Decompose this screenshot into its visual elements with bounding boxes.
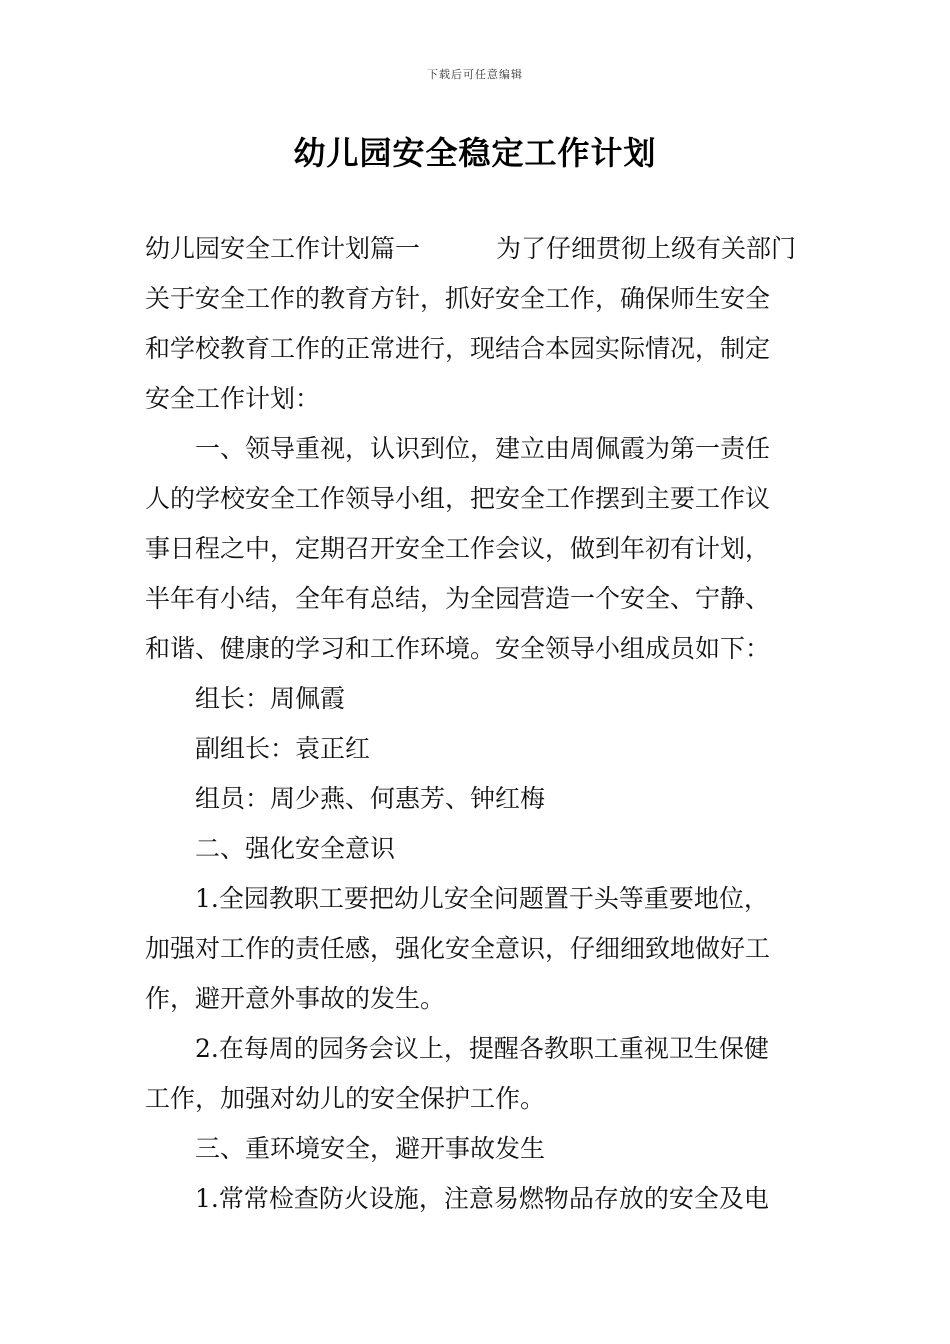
section-heading-line: 三、重环境安全，避开事故发生 [195,1134,546,1163]
paragraph-line: 和学校教育工作的正常进行，现结合本园实际情况，制定 [145,334,771,363]
list-item-line: 1.常常检查防火设施，注意易燃物品存放的安全及电 [195,1184,769,1213]
section-heading-line: 二、强化安全意识 [195,834,396,863]
paragraph-line: 和谐、健康的学习和工作环境。安全领导小组成员如下： [145,634,771,663]
paragraph-line: 关于安全工作的教育方针，抓好安全工作，确保师生安全 [145,284,771,313]
member-line-leader: 组长：周佩霞 [195,684,346,713]
paragraph-line: 工作，加强对幼儿的安全保护工作。 [145,1084,546,1113]
member-line-deputy: 副组长：袁正红 [195,734,371,763]
intro-prefix: 幼儿园安全工作计划篇一 [145,234,421,263]
list-item-line: 2.在每周的园务会议上，提醒各教职工重视卫生保健 [195,1034,769,1063]
paragraph-line: 作，避开意外事故的发生。 [145,984,446,1013]
paragraph-line: 安全工作计划： [145,384,321,413]
section-heading-line: 一、领导重视，认识到位，建立由周佩霞为第一责任 [195,434,771,463]
paragraph-line: 人的学校安全工作领导小组，把安全工作摆到主要工作议 [145,484,771,513]
member-line-members: 组员：周少燕、何惠芳、钟红梅 [195,784,546,813]
intro-text: 为了仔细贯彻上级有关部门 [496,234,797,263]
paragraph-line [145,224,807,274]
paragraph-line: 半年有小结，全年有总结，为全园营造一个安全、宁静、 [145,584,771,613]
document-body [145,224,807,1224]
document-title: 幼儿园安全稳定工作计划 [293,134,657,172]
header-note: 下载后可任意编辑 [427,68,523,81]
paragraph-line: 事日程之中，定期召开安全工作会议，做到年初有计划， [145,534,771,563]
list-item-line: 1.全园教职工要把幼儿安全问题置于头等重要地位， [195,884,769,913]
paragraph-line: 加强对工作的责任感，强化安全意识，仔细细致地做好工 [145,934,771,963]
